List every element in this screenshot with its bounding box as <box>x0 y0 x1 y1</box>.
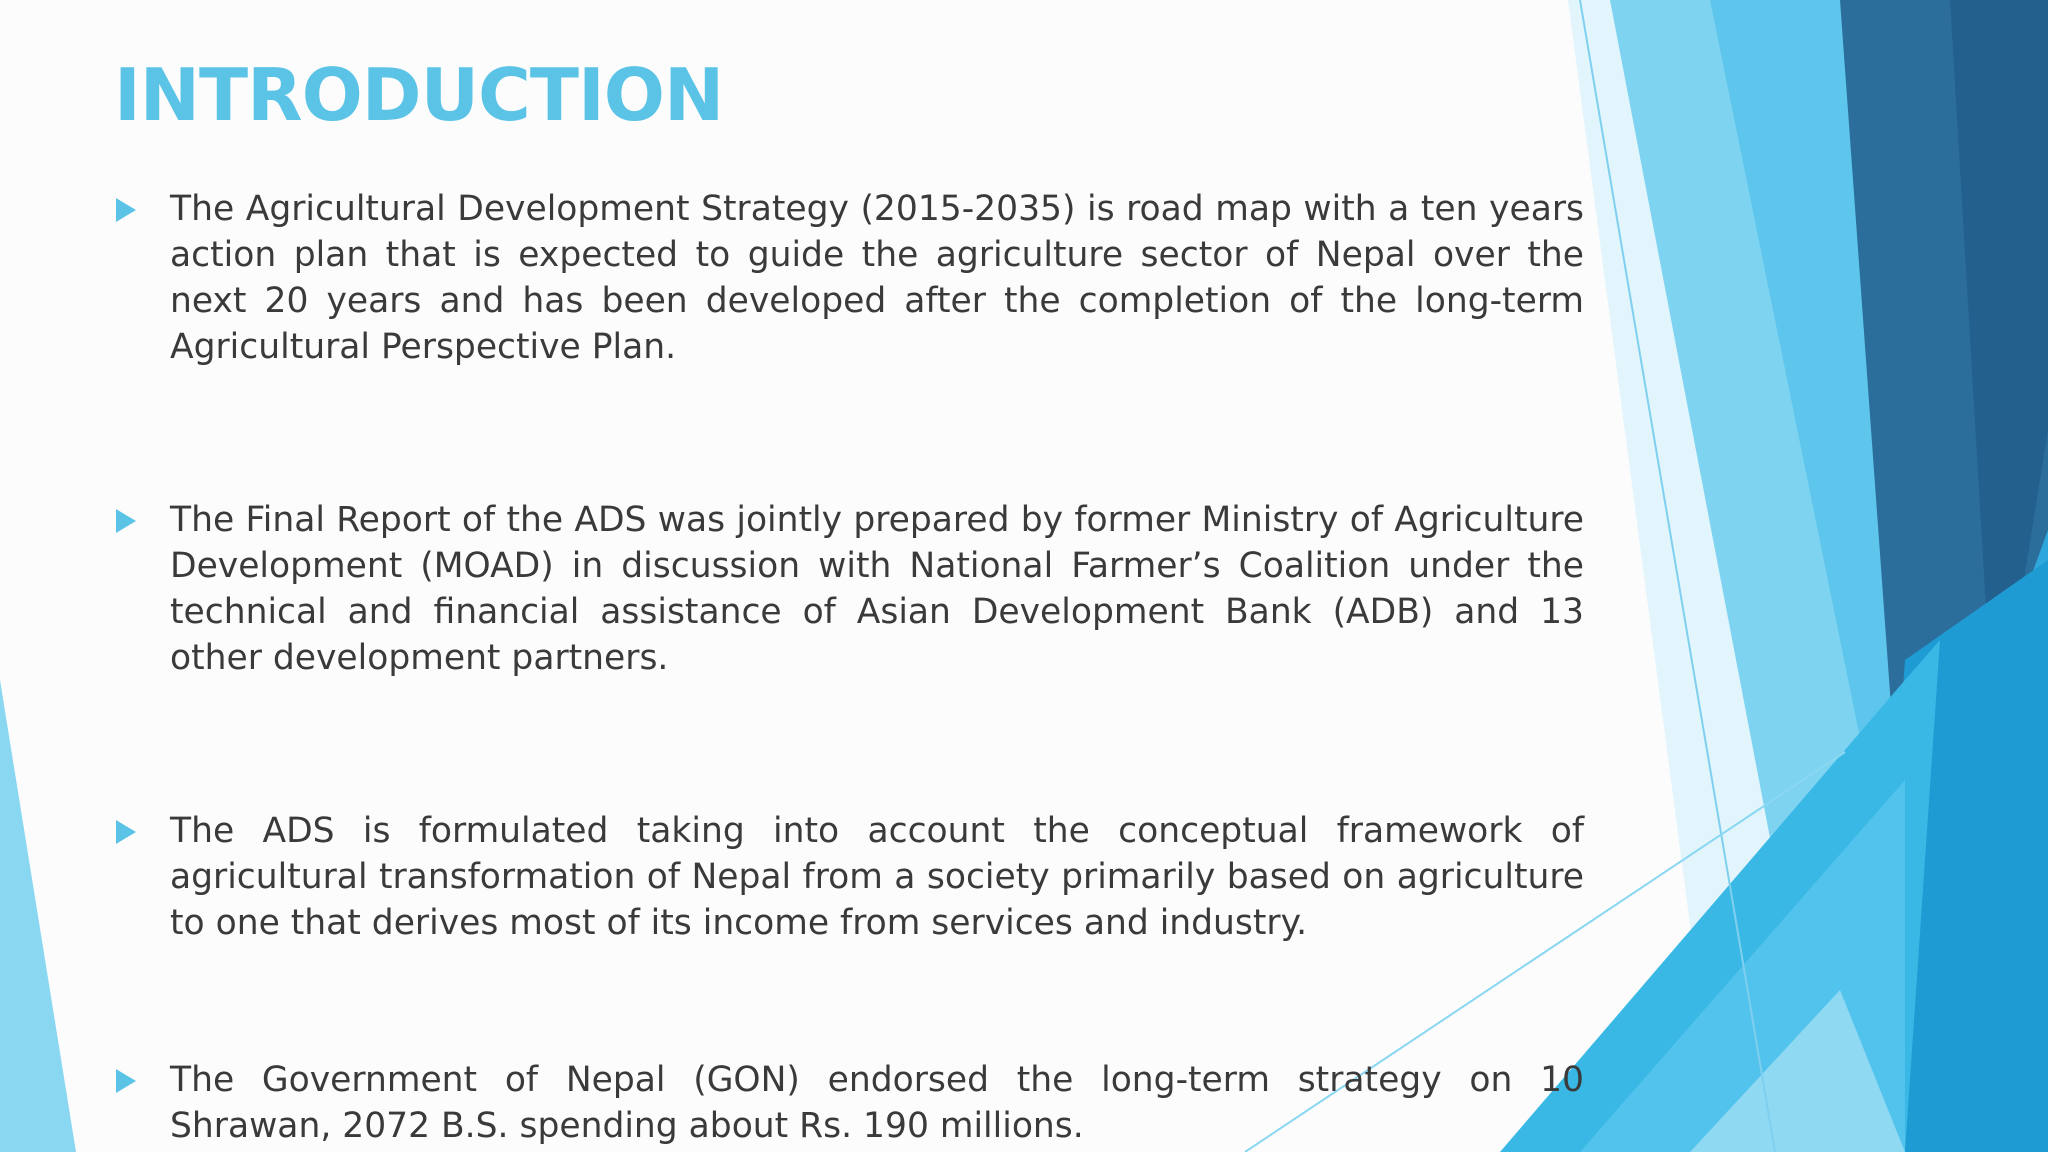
bullet-item <box>114 497 1584 681</box>
bullet-list <box>114 186 1584 1152</box>
bullet-text: The Government of Nepal (GON) endorsed the long-term strategy on 10 Shrawan, 2072 B.S. spending about Rs. 190 millions. <box>170 1060 1584 1146</box>
triangle-right-icon <box>116 1069 136 1093</box>
triangle-right-icon <box>116 820 136 844</box>
triangle-right-icon <box>116 198 136 222</box>
bullet-text: The ADS is formulated taking into account the conceptual framework of agricultural transformation of Nepal from a society primarily based on agriculture to one that derives most of its income from services and industry. <box>170 811 1584 943</box>
slide-title: INTRODUCTION <box>114 53 724 137</box>
bullet-item <box>114 808 1584 946</box>
left-accent-shape <box>0 680 76 1152</box>
bullet-text: The Final Report of the ADS was jointly prepared by former Ministry of Agriculture Development (MOAD) in discussion with National Farmer’s Coalition under the technical and financial assistance of Asian Development Bank (ADB) and 13 other development partners. <box>170 500 1584 678</box>
bullet-item <box>114 186 1584 370</box>
bullet-text: The Agricultural Development Strategy (2015-2035) is road map with a ten years action plan that is expected to guide the agriculture sector of Nepal over the next 20 years and has been developed after the completion of the long-term Agricultural Perspective Plan. <box>170 189 1584 367</box>
bullet-item <box>114 1057 1584 1149</box>
triangle-right-icon <box>116 509 136 533</box>
